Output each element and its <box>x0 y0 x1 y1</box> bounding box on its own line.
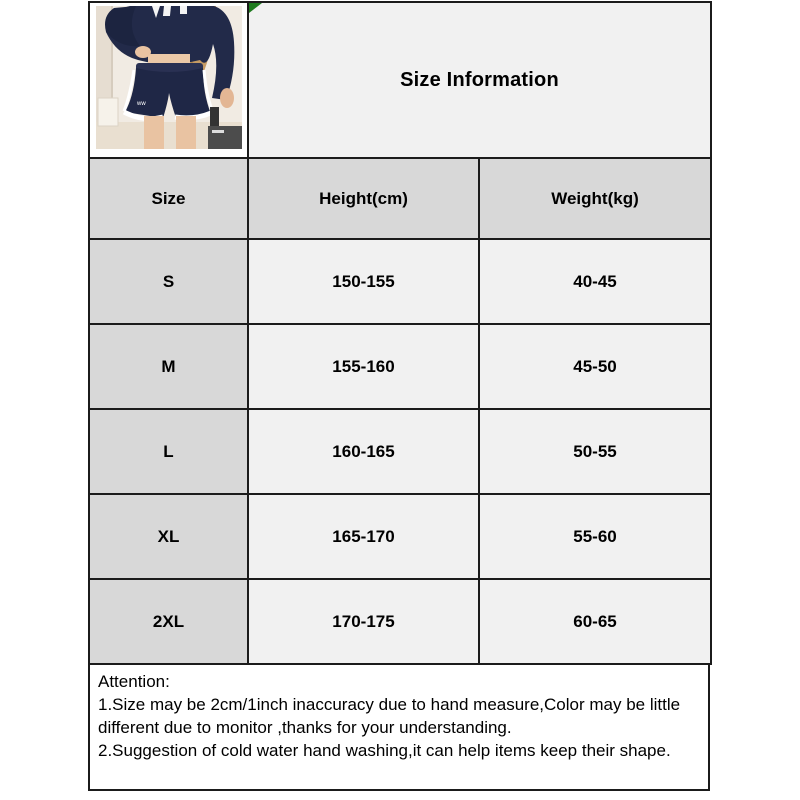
green-corner-marker-icon <box>249 3 262 13</box>
height-value: 165-170 <box>248 494 479 579</box>
height-value: 150-155 <box>248 239 479 324</box>
weight-value: 55-60 <box>479 494 711 579</box>
table-row-s <box>89 239 711 324</box>
product-photo-cell <box>89 2 248 158</box>
column-header-size: Size <box>89 158 248 239</box>
column-header-height: Height(cm) <box>248 158 479 239</box>
product-photo <box>96 6 242 149</box>
size-label: 2XL <box>89 579 248 664</box>
attention-note-2: 2.Suggestion of cold water hand washing,it can help items keep their shape. <box>98 741 671 760</box>
size-label: S <box>89 239 248 324</box>
height-value: 160-165 <box>248 409 479 494</box>
table-row-xl <box>89 494 711 579</box>
size-label: L <box>89 409 248 494</box>
attention-box <box>88 663 710 791</box>
size-label: M <box>89 324 248 409</box>
column-header-weight: Weight(kg) <box>479 158 711 239</box>
photo-title-row <box>89 2 711 158</box>
title-cell <box>248 2 711 158</box>
attention-heading: Attention: <box>98 672 170 691</box>
table-row-2xl <box>89 579 711 664</box>
page-title: Size Information <box>400 68 559 91</box>
weight-value: 40-45 <box>479 239 711 324</box>
weight-value: 45-50 <box>479 324 711 409</box>
table-row-m <box>89 324 711 409</box>
svg-text:ww: ww <box>137 101 146 107</box>
size-info-sheet <box>88 1 710 791</box>
size-label: XL <box>89 494 248 579</box>
height-value: 170-175 <box>248 579 479 664</box>
weight-value: 50-55 <box>479 409 711 494</box>
weight-value: 60-65 <box>479 579 711 664</box>
table-header-row <box>89 158 711 239</box>
attention-note-1: 1.Size may be 2cm/1inch inaccuracy due to hand measure,Color may be little different due to monitor ,thanks for your understanding. <box>98 695 681 737</box>
size-table <box>88 1 712 665</box>
table-row-l <box>89 409 711 494</box>
height-value: 155-160 <box>248 324 479 409</box>
